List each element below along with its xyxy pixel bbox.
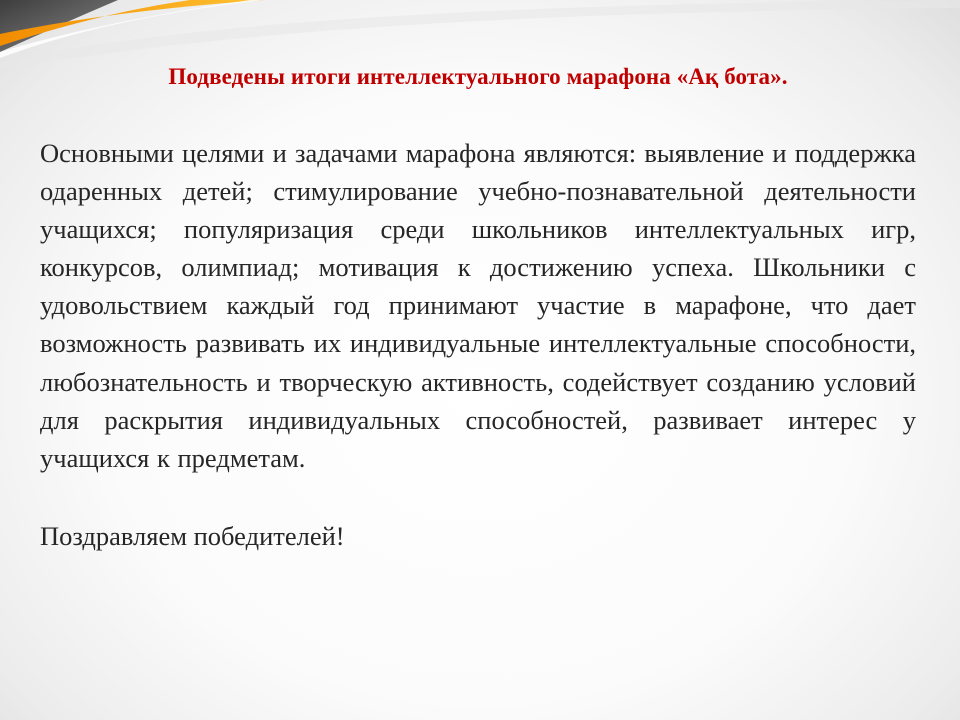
slide-title: Подведены итоги интеллектуального марафона «Ақ бота».: [168, 64, 788, 89]
slide-content: [40, 0, 916, 720]
slide-body-text: Основными целями и задачами марафона являются: выявление и поддержка одаренных детей; стимулирование учебно-познавательной деятельности учащихся; популяризация среди школьников интеллектуальных игр, конкурсов, олимпиад; мотивация к достижению успеха. Школьники с удовольствием каждый год принимают участие в марафоне, что дает возможность развивать их индивидуальные интеллектуальные способности, любознательность и творческую активность, содействует созданию условий для раскрытия индивидуальных способностей, развивает интерес у учащихся к предметам.: [40, 138, 916, 473]
slide-closing-text: Поздравляем победителей!: [40, 521, 345, 551]
